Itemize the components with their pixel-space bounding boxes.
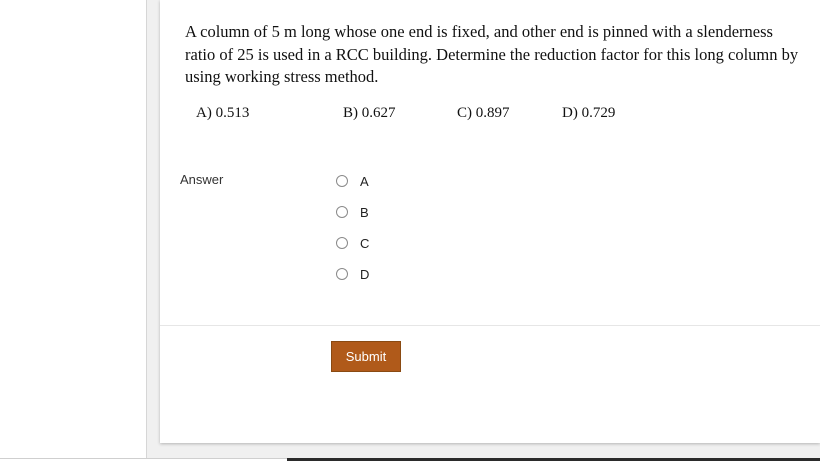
page-bottom-band <box>147 443 820 458</box>
choice-label: C <box>360 235 370 251</box>
question-text: A column of 5 m long whose one end is fixed, and other end is pinned with a slenderness ratio of 25 is used in a RCC building. Determine the reduction factor for this long column by using working stress method. <box>185 22 799 86</box>
option-d-text: D) 0.729 <box>562 105 616 121</box>
answer-choice-b[interactable] <box>336 202 369 222</box>
option-c-text: C) 0.897 <box>457 105 510 121</box>
radio-button-icon[interactable] <box>336 237 348 249</box>
option-b-text: B) 0.627 <box>343 105 396 121</box>
question-card <box>160 0 820 443</box>
radio-button-icon[interactable] <box>336 175 348 187</box>
submit-button[interactable]: Submit <box>331 341 401 372</box>
left-panel <box>0 0 147 458</box>
choice-label: A <box>360 173 369 189</box>
choice-label: B <box>360 204 369 220</box>
answer-choice-c[interactable] <box>336 233 369 253</box>
page-gutter <box>147 0 160 458</box>
choice-label: D <box>360 266 370 282</box>
answer-label: Answer <box>180 172 224 187</box>
card-divider <box>160 325 820 326</box>
option-a-text: A) 0.513 <box>196 105 250 121</box>
answer-choice-a[interactable] <box>336 171 369 191</box>
answer-choice-d[interactable] <box>336 264 369 284</box>
radio-button-icon[interactable] <box>336 206 348 218</box>
radio-button-icon[interactable] <box>336 268 348 280</box>
